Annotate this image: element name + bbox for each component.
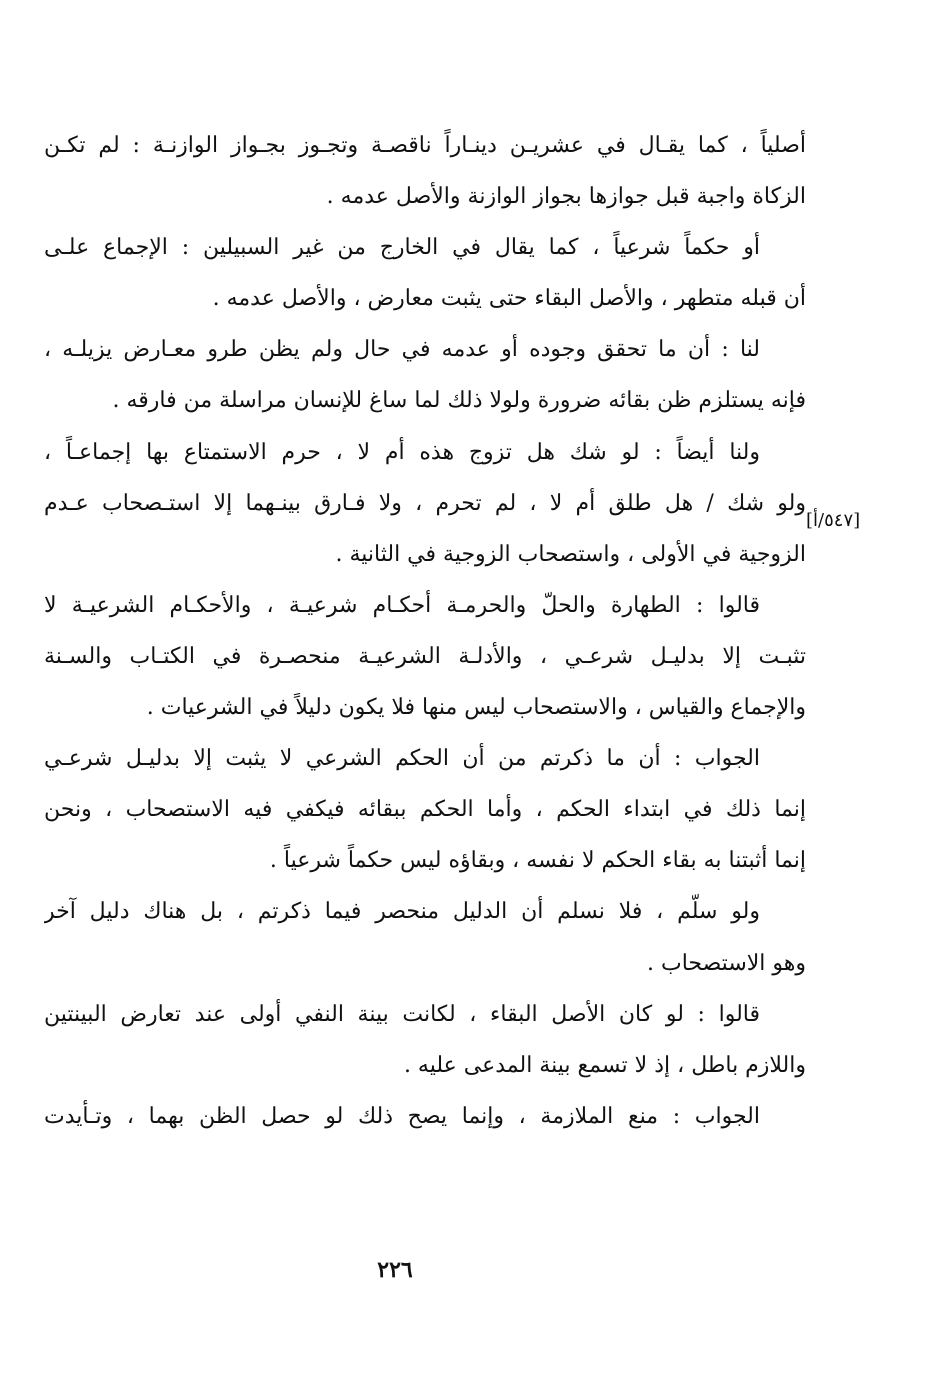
text-line-16: ولو سلّم ، فلا نسلم أن الدليل منحصر فيما ذكرتم ، بل هناك دليل آخر bbox=[44, 899, 760, 925]
text-line-9: الزوجية في الأولى ، واستصحاب الزوجية في الثانية . bbox=[335, 541, 806, 567]
body-text bbox=[44, 120, 806, 1142]
text-line-10: قالوا : الطهارة والحلّ والحرمـة أحكـام شرعيـة ، والأحكـام الشرعيـة لا bbox=[44, 592, 760, 618]
text-line-12: والإجماع والقياس ، والاستصحاب ليس منها فلا يكون دليلاً في الشرعيات . bbox=[146, 695, 806, 721]
text-line-15: إنما أثبتنا به بقاء الحكم لا نفسه ، وبقاؤه ليس حكماً شرعياً . bbox=[269, 848, 806, 874]
text-line-1: أصلياً ، كما يقـال في عشريـن دينـاراً ناقصـة وتجـوز بجـواز الوازنـة : لم تكـن bbox=[44, 133, 806, 158]
text-line-14: إنما ذلك في ابتداء الحكم ، وأما الحكم ببقائه فيكفي فيه الاستصحاب ، ونحن bbox=[44, 797, 806, 823]
text-line-11: تثبـت إلا بدليـل شرعـي ، والأدلـة الشرعيـة منحصـرة في الكتـاب والسـنة bbox=[44, 643, 806, 669]
text-line-7: ولنا أيضاً : لو شك هل تزوج هذه أم لا ، حرم الاستمتاع بها إجماعـاً ، bbox=[44, 439, 760, 465]
text-line-3: أو حكماً شرعياً ، كما يقال في الخارج من غير السبيلين : الإجماع علـى bbox=[44, 235, 760, 261]
text-line-6: فإنه يستلزم ظن بقائه ضرورة ولولا ذلك لما ساغ للإنسان مراسلة من فارقه . bbox=[112, 388, 806, 414]
text-line-4: أن قبله متطهر ، والأصل البقاء حتى يثبت معارض ، والأصل عدمه . bbox=[212, 286, 806, 312]
text-line-17: وهو الاستصحاب . bbox=[647, 950, 806, 976]
text-line-5: لنا : أن ما تحقق وجوده أو عدمه في حال ولم يظن طرو معـارض يزيلـه ، bbox=[44, 337, 760, 363]
text-line-13: الجواب : أن ما ذكرتم من أن الحكم الشرعي لا يثبت إلا بدليـل شرعـي bbox=[44, 746, 760, 772]
text-line-8: ولو شك / هل طلق أم لا ، لم تحرم ، ولا فـارق بينـهما إلا استـصحاب عـدم bbox=[44, 490, 806, 516]
margin-folio-reference: [٥٤٧/أ] bbox=[806, 510, 861, 531]
page-number: ٢٢٦ bbox=[377, 1257, 413, 1283]
text-line-18: قالوا : لو كان الأصل البقاء ، لكانت بينة النفي أولى عند تعارض البينتين bbox=[44, 1001, 760, 1027]
text-line-19: واللازم باطل ، إذ لا تسمع بينة المدعى عليه . bbox=[403, 1052, 806, 1078]
text-line-2: الزكاة واجبة قبل جوازها بجواز الوازنة والأصل عدمه . bbox=[326, 184, 806, 210]
text-line-20: الجواب : منع الملازمة ، وإنما يصح ذلك لو حصل الظن بهما ، وتـأيدت bbox=[44, 1103, 760, 1129]
